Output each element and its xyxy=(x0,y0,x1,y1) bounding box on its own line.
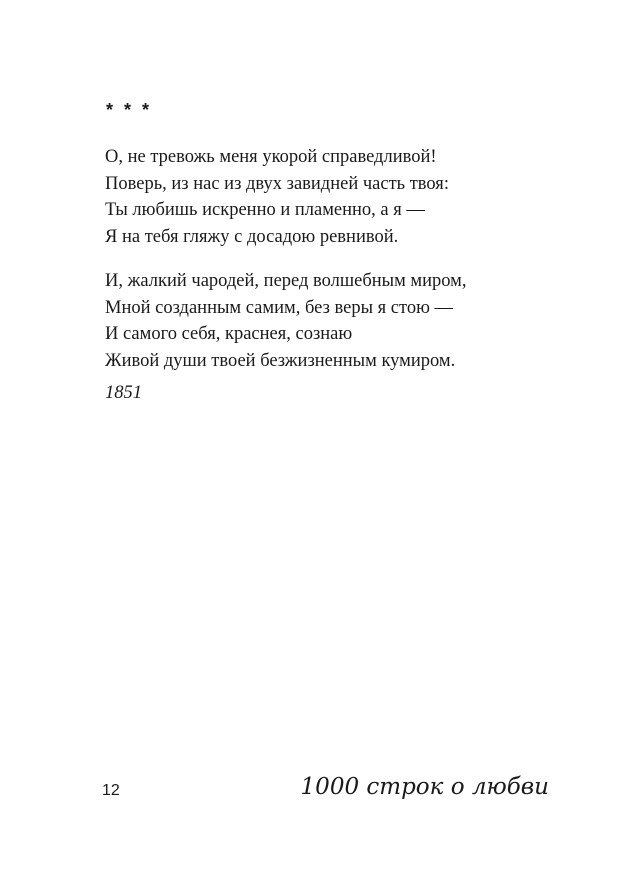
poem-stanza-2 xyxy=(105,268,545,374)
poem-line: Мной созданным самим, без веры я стою — xyxy=(105,297,454,318)
poem-line: И, жалкий чародей, перед волшебным миром, xyxy=(105,271,467,291)
poem-line: О, не тревожь меня укорой справедливой! xyxy=(105,147,437,167)
poem-heading-asterisks: * * * xyxy=(106,100,153,120)
book-title-footer: 1000 строк о любви xyxy=(300,774,549,800)
poem-line: Живой души твоей безжизненным кумиром. xyxy=(105,350,456,371)
page-number: 12 xyxy=(102,782,120,799)
poem-line: И самого себя, краснея, сознаю xyxy=(105,324,353,344)
poem-line: Я на тебя гляжу с досадою ревнивой. xyxy=(105,226,399,247)
poem-year: 1851 xyxy=(105,383,142,403)
poem-line: Поверь, из нас из двух завидней часть твоя: xyxy=(105,173,449,194)
poem-line: Ты любишь искренно и пламенно, а я — xyxy=(105,200,425,220)
poem-stanza-1 xyxy=(105,144,545,250)
